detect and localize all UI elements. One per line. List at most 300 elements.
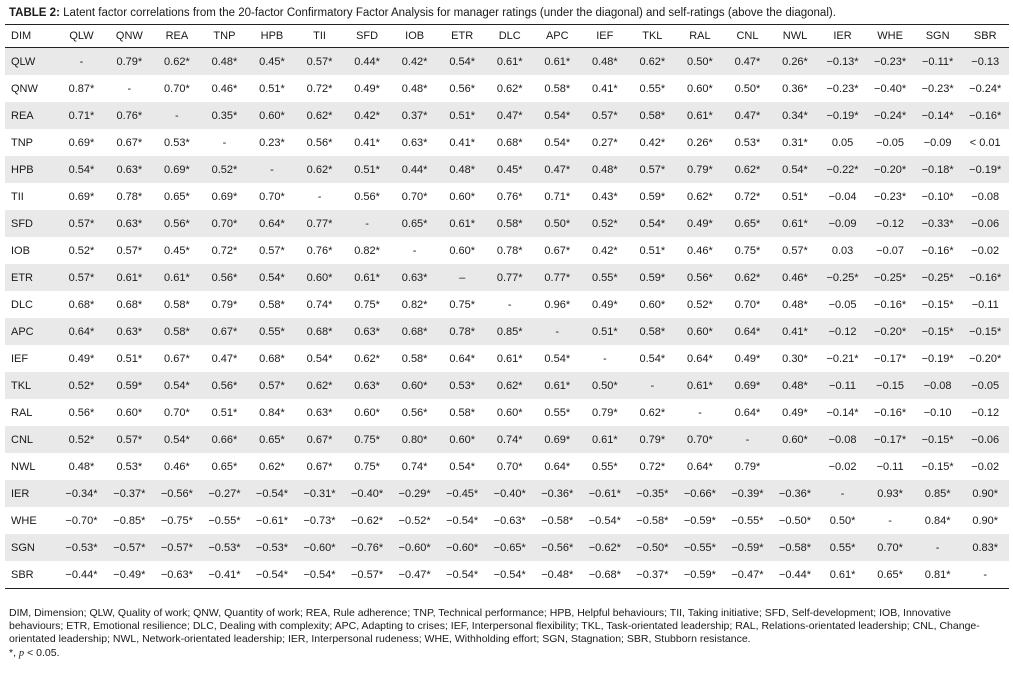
table-cell: - (57, 48, 105, 76)
table-cell: 0.81* (914, 561, 962, 589)
table-cell: < 0.01 (969, 136, 1001, 149)
table-cell: −0.50* (778, 514, 812, 527)
table-cell: 0.87* (68, 82, 95, 95)
table-cell: −0.25* (914, 264, 962, 291)
table-cell: −0.12 (971, 406, 1000, 419)
sig-prefix: *, (9, 647, 19, 659)
table-cell: 0.30* (782, 352, 808, 365)
table-row (5, 183, 1009, 210)
table-cell: 0.66* (201, 426, 249, 453)
table-cell: −0.06 (961, 426, 1009, 453)
table-cell: 0.60* (449, 244, 476, 257)
table-cell: 0.75* (449, 298, 476, 311)
table-cell: 0.36* (782, 82, 808, 95)
row-label: TKL (5, 372, 57, 399)
table-cell: −0.15* (921, 298, 954, 311)
table-cell: −0.05 (961, 372, 1009, 399)
table-cell: 0.63* (106, 210, 154, 237)
table-cell: 0.42* (639, 136, 666, 149)
table-cell: −0.11 (819, 372, 867, 399)
table-cell: 0.72* (306, 82, 333, 95)
table-cell: 0.59* (629, 264, 677, 291)
sig-p: p (18, 648, 25, 659)
table-cell: - (961, 561, 1009, 589)
table-cell: 0.67* (544, 244, 571, 257)
column-header-sgn: SGN (914, 25, 962, 48)
table-cell: −0.20* (866, 156, 914, 183)
table-cell: 0.61* (496, 352, 523, 365)
column-header-whe: WHE (866, 25, 914, 48)
table-cell: −0.25* (819, 264, 867, 291)
table-cell: 0.49* (591, 298, 618, 311)
table-cell: −0.20* (866, 318, 914, 345)
table-cell: 0.45* (486, 156, 534, 183)
table-cell: 0.60* (116, 406, 143, 419)
table-cell: - (248, 156, 296, 183)
table-cell: −0.58* (771, 534, 819, 561)
table-cell: 0.61* (581, 426, 629, 453)
table-cell: −0.22* (819, 156, 867, 183)
sig-rest: < 0.05. (24, 647, 60, 659)
table-cell: 0.69* (211, 190, 238, 203)
table-cell: −0.11 (971, 298, 999, 311)
table-row (5, 75, 1009, 102)
table-cell: 0.61* (106, 264, 154, 291)
table-cell: – (438, 264, 486, 291)
table-cell: −0.40* (874, 82, 907, 95)
table-cell: 0.43* (591, 190, 618, 203)
table-cell: −0.13 (961, 48, 1009, 76)
table-cell: −0.13* (819, 48, 867, 76)
table-cell: −0.55* (676, 534, 724, 561)
table-cell: −0.61* (255, 514, 289, 527)
table-cell: −0.76* (343, 534, 391, 561)
table-cell: −0.16* (961, 264, 1009, 291)
table-cell: 0.56* (306, 136, 333, 149)
table-cell: 0.58* (486, 210, 534, 237)
table-cell: 0.45* (248, 48, 296, 76)
table-cell: 0.69* (68, 136, 95, 149)
table-cell: 0.56* (449, 82, 476, 95)
table-cell: −0.16* (961, 102, 1009, 129)
table-cell: 0.75* (343, 426, 391, 453)
table-cell: −0.54* (486, 561, 534, 589)
header-row (5, 25, 1009, 48)
table-cell: 0.48* (438, 156, 486, 183)
table-cell: −0.75* (160, 514, 193, 527)
table-cell: 0.77* (296, 210, 344, 237)
table-cell: 0.64* (544, 460, 571, 473)
column-header-tnp: TNP (201, 25, 249, 48)
table-cell: 0.37* (391, 102, 439, 129)
table-cell: −0.17* (866, 426, 914, 453)
table-cell: 0.49* (68, 352, 95, 365)
table-cell: −0.53* (57, 534, 105, 561)
table-cell: 0.41* (449, 136, 476, 149)
table-cell: 0.50* (734, 82, 761, 95)
table-cell: 0.54* (153, 372, 201, 399)
table-cell: −0.12 (819, 318, 867, 345)
table-cell: 0.53* (438, 372, 486, 399)
table-cell: 0.54* (438, 48, 486, 76)
table-cell: 0.82* (354, 244, 380, 257)
table-cell: 0.90* (972, 514, 999, 527)
table-row (5, 264, 1009, 291)
table-cell: 0.54* (306, 352, 333, 365)
table-cell: 0.57* (782, 244, 808, 257)
table-cell: 0.55* (591, 460, 618, 473)
table-cell: 0.61* (533, 372, 581, 399)
table-cell: 0.42* (343, 102, 391, 129)
table-cell: 0.79* (591, 406, 618, 419)
table-cell: 0.62* (259, 460, 285, 473)
table-cell: 0.50* (829, 514, 856, 527)
table-cell: −0.44* (57, 561, 105, 589)
table-cell: −0.35* (629, 480, 677, 507)
correlation-table (5, 24, 1009, 589)
table-cell: 0.59* (639, 190, 666, 203)
table-cell: −0.11* (914, 48, 962, 76)
column-header-apc: APC (533, 25, 581, 48)
table-cell: 0.67* (306, 460, 333, 473)
table-cell: 0.64* (449, 352, 476, 365)
table-cell: 0.80* (391, 426, 439, 453)
table-cell: 0.79* (211, 298, 238, 311)
table-cell: 0.51* (438, 102, 486, 129)
table-cell: 0.67* (116, 136, 143, 149)
table-cell: 0.60* (639, 298, 666, 311)
table-cell: 0.51* (211, 406, 238, 419)
table-footnote (9, 607, 999, 660)
table-cell: 0.41* (771, 318, 819, 345)
table-cell: 0.63* (343, 318, 391, 345)
table-cell: −0.58* (541, 514, 574, 527)
table-cell: 0.78* (438, 318, 486, 345)
table-cell: 0.79* (106, 48, 154, 76)
table-row (5, 345, 1009, 372)
table-cell: 0.78* (496, 244, 523, 257)
table-cell: −0.58* (636, 514, 669, 527)
table-cell: 0.67* (296, 426, 344, 453)
table-cell: 0.41* (354, 136, 380, 149)
table-cell: 0.85* (914, 480, 962, 507)
row-label: CNL (5, 426, 57, 453)
table-cell: −0.15 (866, 372, 914, 399)
table-cell: 0.51* (343, 156, 391, 183)
table-cell: 0.69* (533, 426, 581, 453)
column-header-etr: ETR (438, 25, 486, 48)
table-cell: 0.76* (496, 190, 523, 203)
table-row (5, 480, 1009, 507)
table-cell: 0.65* (164, 190, 190, 203)
row-label: WHE (11, 514, 37, 527)
table-cell: 0.69* (724, 372, 772, 399)
table-cell: 0.54* (248, 264, 296, 291)
table-cell: - (819, 480, 867, 507)
table-cell: 0.05 (831, 136, 854, 149)
table-cell: 0.52* (57, 426, 105, 453)
table-cell: 0.48* (771, 372, 819, 399)
table-cell: 0.60* (438, 426, 486, 453)
table-cell: 0.60* (687, 82, 713, 95)
table-cell: 0.62* (354, 352, 380, 365)
table-cell: 0.60* (248, 102, 296, 129)
table-cell: 0.96* (544, 298, 571, 311)
row-label: IEF (11, 352, 29, 365)
table-cell: 0.62* (153, 48, 201, 76)
table-cell: 0.59* (106, 372, 154, 399)
table-cell: −0.40* (343, 480, 391, 507)
table-cell: −0.02 (971, 460, 1000, 473)
table-cell: - (222, 136, 227, 149)
table-cell: −0.49* (106, 561, 154, 589)
table-cell: 0.64* (687, 352, 713, 365)
table-cell: 0.50* (676, 48, 724, 76)
table-cell: 0.61* (676, 102, 724, 129)
table-cell: −0.15* (961, 318, 1009, 345)
table-cell: −0.05 (876, 136, 904, 149)
table-cell: 0.70* (201, 210, 249, 237)
table-cell: 0.63* (343, 372, 391, 399)
table-cell: 0.65* (724, 210, 772, 237)
table-cell: 0.57* (106, 426, 154, 453)
table-cell: 0.48* (581, 156, 629, 183)
table-cell: - (127, 82, 132, 95)
table-cell: 0.58* (629, 102, 677, 129)
row-label: HPB (5, 156, 57, 183)
table-cell: −0.54* (438, 561, 486, 589)
row-label: TII (11, 190, 24, 203)
table-cell: −0.48* (533, 561, 581, 589)
table-cell: −0.47* (724, 561, 772, 589)
table-cell: 0.68* (116, 298, 143, 311)
column-header-iob: IOB (391, 25, 439, 48)
table-cell: 0.70* (734, 298, 761, 311)
table-cell: 0.53* (116, 460, 143, 473)
table-cell: 0.46* (164, 460, 190, 473)
table-cell: 0.68* (259, 352, 285, 365)
table-body (5, 48, 1009, 589)
table-cell: 0.78* (116, 190, 143, 203)
column-header-tkl: TKL (629, 25, 677, 48)
table-cell: −0.56* (153, 480, 201, 507)
table-cell: 0.48* (201, 48, 249, 76)
row-label: NWL (11, 460, 36, 473)
table-cell: - (888, 514, 892, 527)
table-cell: 0.52* (68, 244, 95, 257)
table-cell: 0.51* (581, 318, 629, 345)
table-cell: 0.47* (211, 352, 238, 365)
table-row (5, 534, 1009, 561)
abbreviations-note: DIM, Dimension; QLW, Quality of work; QNW, Quantity of work; REA, Rule adherence; TNP, Technical performance; HPB, Helpful behaviours; TII, Taking initiative; SFD, Self-development; IOB, Innovative behaviours; ETR, Emotional resilience; DLC, Dealing with complexity; APC, Adapting to crises; IEF, Interpersonal flexibility; TKL, Task-orientated leadership; RAL, Relations-orientated leadership; CNL, Change-orientated leadership; NWL, Network-orientated leadership; IER, Interpersonal rudeness; WHE, Withholding effort; SGN, Stagnation; SBR, Stubborn resistance. (9, 607, 980, 645)
table-cell: 0.76* (106, 102, 154, 129)
table-cell: 0.58* (153, 318, 201, 345)
table-cell: 0.60* (676, 318, 724, 345)
table-cell: −0.40* (486, 480, 534, 507)
table-cell: −0.14* (914, 102, 962, 129)
column-header-rea: REA (153, 25, 201, 48)
table-row (5, 453, 1009, 480)
table-cell: 0.34* (771, 102, 819, 129)
table-row (5, 426, 1009, 453)
table-row (5, 318, 1009, 345)
table-cell: 0.60* (771, 426, 819, 453)
table-cell: 0.56* (201, 372, 249, 399)
table-cell: −0.02 (971, 244, 1000, 257)
table-cell: −0.44* (771, 561, 819, 589)
table-cell: −0.18* (914, 156, 962, 183)
table-cell: −0.09 (819, 210, 867, 237)
table-cell: 0.55* (248, 318, 296, 345)
table-cell: −0.25* (866, 264, 914, 291)
table-cell: −0.62* (581, 534, 629, 561)
table-cell: −0.05 (828, 298, 857, 311)
table-cell: 0.90* (961, 480, 1009, 507)
table-cell: 0.62* (724, 264, 772, 291)
row-label: RAL (11, 406, 33, 419)
table-cell: 0.68* (296, 318, 344, 345)
row-label: IER (5, 480, 57, 507)
table-cell: 0.63* (391, 264, 439, 291)
table-cell: 0.26* (687, 136, 713, 149)
table-cell: −0.16* (874, 298, 907, 311)
table-cell: 0.57* (629, 156, 677, 183)
table-cell: 0.61* (819, 561, 867, 589)
table-cell: 0.45* (164, 244, 190, 257)
table-cell: −0.56* (533, 534, 581, 561)
table-cell: −0.50* (629, 534, 677, 561)
column-header-dim: DIM (5, 25, 57, 48)
table-cell: 0.64* (687, 460, 713, 473)
table-cell: 0.27* (591, 136, 618, 149)
table-cell: 0.42* (391, 48, 439, 76)
table-cell: 0.61* (533, 48, 581, 76)
table-cell: 0.49* (354, 82, 380, 95)
table-cell: 0.57* (296, 48, 344, 76)
column-header-hpb: HPB (248, 25, 296, 48)
table-cell: −0.70* (65, 514, 98, 527)
table-cell: −0.66* (676, 480, 724, 507)
table-cell: - (153, 102, 201, 129)
table-cell: 0.62* (687, 190, 713, 203)
table-cell: 0.57* (57, 264, 105, 291)
table-cell: 0.60* (391, 372, 439, 399)
row-label: SFD (5, 210, 57, 237)
table-cell: 0.52* (687, 298, 713, 311)
table-cell: 0.72* (211, 244, 238, 257)
table-row (5, 210, 1009, 237)
table-row (5, 291, 1009, 318)
row-label: QNW (11, 82, 38, 95)
table-cell: 0.74* (401, 460, 428, 473)
column-header-ral: RAL (676, 25, 724, 48)
table-cell: - (343, 210, 391, 237)
table-cell: −0.85* (113, 514, 146, 527)
table-cell: −0.60* (296, 534, 344, 561)
column-header-qlw: QLW (57, 25, 105, 48)
table-cell: 0.54* (449, 460, 476, 473)
table-cell: −0.29* (391, 480, 439, 507)
table-cell: 0.48* (782, 298, 808, 311)
table-cell: −0.27* (201, 480, 249, 507)
table-cell: 0.54* (533, 102, 581, 129)
table-cell: 0.77* (533, 264, 581, 291)
table-cell: −0.57* (106, 534, 154, 561)
table-cell: 0.58* (164, 298, 190, 311)
table-row (5, 372, 1009, 399)
table-cell: - (724, 426, 772, 453)
table-cell: - (629, 372, 677, 399)
table-cell: 0.77* (486, 264, 534, 291)
table-cell: 0.70* (866, 534, 914, 561)
table-cell: −0.31* (296, 480, 344, 507)
table-cell: −0.10* (921, 190, 954, 203)
table-cell: −0.53* (248, 534, 296, 561)
table-cell: −0.33* (914, 210, 962, 237)
table-row (5, 561, 1009, 589)
table-cell: 0.79* (734, 460, 761, 473)
table-cell: 0.60* (296, 264, 344, 291)
table-cell: −0.10 (923, 406, 952, 419)
table-cell: −0.11 (876, 460, 904, 473)
table-cell: 0.51* (782, 190, 808, 203)
table-cell: 0.65* (866, 561, 914, 589)
significance-note (9, 647, 999, 660)
table-cell: −0.23* (866, 48, 914, 76)
table-cell: 0.93* (866, 480, 914, 507)
table-cell: −0.54* (446, 514, 479, 527)
table-cell: 0.64* (724, 318, 772, 345)
column-header-sfd: SFD (343, 25, 391, 48)
table-cell: 0.57* (116, 244, 143, 257)
table-caption (9, 6, 1009, 20)
table-cell: 0.54* (639, 352, 666, 365)
table-cell: −0.16* (921, 244, 954, 257)
column-header-tii: TII (296, 25, 344, 48)
table-cell: 0.76* (306, 244, 333, 257)
table-cell: 0.62* (296, 102, 344, 129)
table-cell: −0.59* (683, 514, 716, 527)
table-cell: −0.54* (296, 561, 344, 589)
table-cell: 0.61* (153, 264, 201, 291)
table-cell: −0.60* (391, 534, 439, 561)
row-label: IOB (11, 244, 30, 257)
table-cell: 0.52* (581, 210, 629, 237)
table-cell: 0.56* (354, 190, 380, 203)
table-cell: 0.50* (581, 372, 629, 399)
table-cell: −0.47* (391, 561, 439, 589)
table-cell: −0.19* (921, 352, 954, 365)
table-cell: 0.03 (831, 244, 854, 257)
table-cell: 0.54* (153, 426, 201, 453)
table-cell: −0.63* (493, 514, 526, 527)
column-header-sbr: SBR (961, 25, 1009, 48)
table-cell: 0.68* (496, 136, 523, 149)
table-cell: −0.04 (828, 190, 857, 203)
table-cell: 0.67* (201, 318, 249, 345)
table-cell: 0.75* (734, 244, 761, 257)
column-header-qnw: QNW (106, 25, 154, 48)
table-cell: −0.14* (826, 406, 859, 419)
table-cell: −0.09 (923, 136, 952, 149)
table-row (5, 237, 1009, 264)
table-cell: 0.47* (486, 102, 534, 129)
table-cell: −0.23* (826, 82, 859, 95)
table-cell: −0.08 (819, 426, 867, 453)
table-cell: −0.57* (153, 534, 201, 561)
table-cell: 0.83* (961, 534, 1009, 561)
table-cell: −0.24* (866, 102, 914, 129)
